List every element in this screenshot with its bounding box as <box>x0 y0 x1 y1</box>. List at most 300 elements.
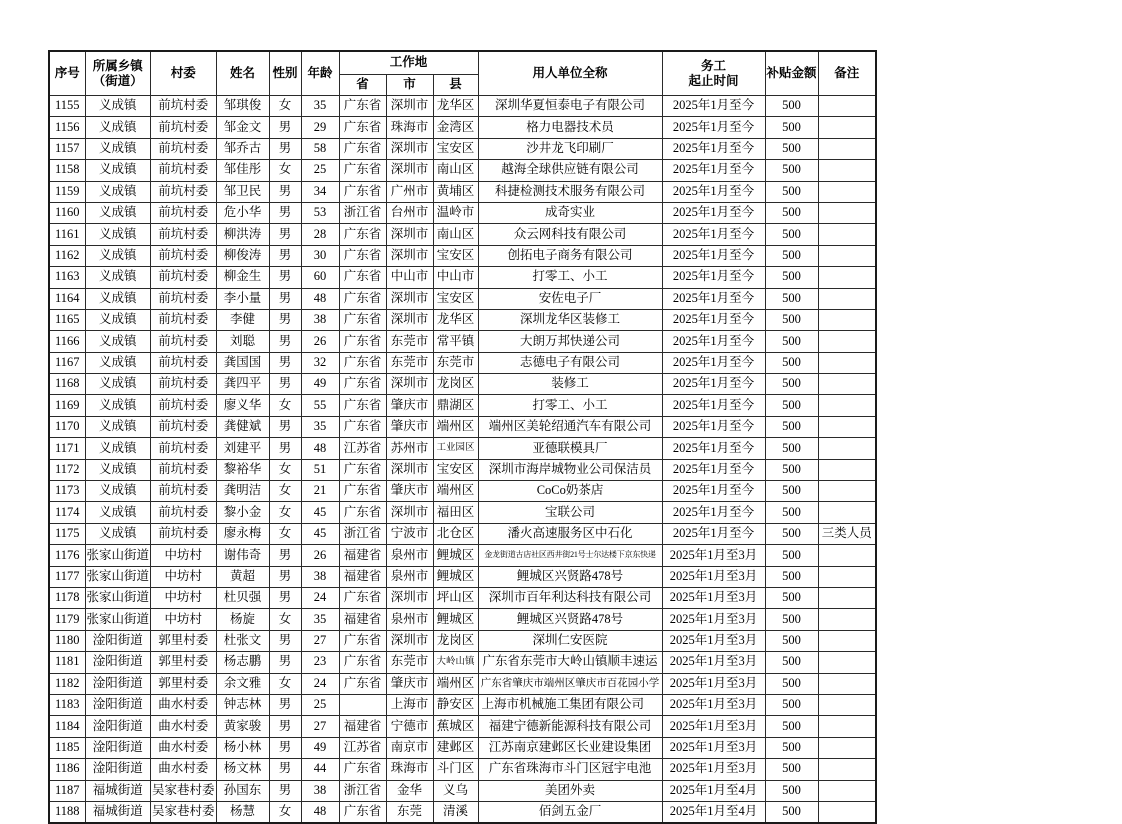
cell-village: 前坑村委 <box>151 502 217 523</box>
cell-amount: 500 <box>765 737 818 758</box>
cell-county: 坪山区 <box>433 587 478 608</box>
cell-county: 福田区 <box>433 502 478 523</box>
cell-period: 2025年1月至今 <box>662 352 765 373</box>
cell-city: 东莞 <box>386 801 433 823</box>
cell-city: 珠海市 <box>386 117 433 138</box>
cell-amount: 500 <box>765 245 818 266</box>
cell-employer: 打零工、小工 <box>478 267 662 288</box>
cell-gender: 男 <box>269 759 301 780</box>
cell-name: 李健 <box>216 309 269 330</box>
cell-employer: 科捷检测技术服务有限公司 <box>478 181 662 202</box>
cell-period: 2025年1月至今 <box>662 459 765 480</box>
cell-city: 深圳市 <box>386 138 433 159</box>
cell-amount: 500 <box>765 160 818 181</box>
table-row <box>49 587 876 608</box>
cell-village: 前坑村委 <box>151 267 217 288</box>
cell-village: 郭里村委 <box>151 652 217 673</box>
cell-amount: 500 <box>765 202 818 223</box>
cell-seq: 1159 <box>49 181 85 202</box>
cell-seq: 1157 <box>49 138 85 159</box>
cell-seq: 1172 <box>49 459 85 480</box>
cell-gender: 女 <box>269 673 301 694</box>
cell-county: 北仓区 <box>433 523 478 544</box>
cell-age: 25 <box>301 160 339 181</box>
cell-remark <box>818 587 876 608</box>
cell-age: 58 <box>301 138 339 159</box>
cell-remark <box>818 801 876 823</box>
cell-seq: 1168 <box>49 374 85 395</box>
cell-city: 深圳市 <box>386 160 433 181</box>
table-row <box>49 181 876 202</box>
cell-period: 2025年1月至4月 <box>662 801 765 823</box>
cell-county: 清溪 <box>433 801 478 823</box>
cell-township: 义成镇 <box>85 352 151 373</box>
cell-age: 24 <box>301 673 339 694</box>
cell-county: 斗门区 <box>433 759 478 780</box>
cell-name: 危小华 <box>216 202 269 223</box>
cell-employer: 金龙街道古店社区西井街21号士尔达楼下京东快递 <box>478 545 662 566</box>
cell-period: 2025年1月至今 <box>662 288 765 309</box>
cell-remark <box>818 395 876 416</box>
subsidy-roster-table <box>48 50 877 824</box>
header-seq: 序号 <box>49 51 85 96</box>
cell-gender: 男 <box>269 630 301 651</box>
cell-city: 深圳市 <box>386 224 433 245</box>
cell-village: 前坑村委 <box>151 160 217 181</box>
cell-province: 广东省 <box>339 416 386 437</box>
table-row <box>49 395 876 416</box>
cell-age: 45 <box>301 523 339 544</box>
cell-seq: 1184 <box>49 716 85 737</box>
cell-name: 邹卫民 <box>216 181 269 202</box>
cell-name: 钟志林 <box>216 694 269 715</box>
cell-township: 义成镇 <box>85 96 151 117</box>
cell-remark <box>818 481 876 502</box>
cell-village: 郭里村委 <box>151 673 217 694</box>
cell-remark <box>818 673 876 694</box>
cell-employer: 创拓电子商务有限公司 <box>478 245 662 266</box>
cell-city: 苏州市 <box>386 438 433 459</box>
cell-gender: 女 <box>269 395 301 416</box>
header-employer: 用人单位全称 <box>478 51 662 96</box>
cell-period: 2025年1月至今 <box>662 160 765 181</box>
cell-name: 邹乔古 <box>216 138 269 159</box>
table-row <box>49 694 876 715</box>
cell-name: 刘建平 <box>216 438 269 459</box>
cell-village: 前坑村委 <box>151 416 217 437</box>
header-workplace: 工作地 <box>339 51 478 75</box>
cell-province: 福建省 <box>339 609 386 630</box>
cell-county: 鲤城区 <box>433 609 478 630</box>
cell-city: 深圳市 <box>386 630 433 651</box>
cell-city: 东莞市 <box>386 652 433 673</box>
header-township-line2: （街道） <box>92 73 143 88</box>
table-row <box>49 716 876 737</box>
cell-employer: 鲤城区兴贤路478号 <box>478 566 662 587</box>
cell-period: 2025年1月至今 <box>662 96 765 117</box>
cell-county: 东莞市 <box>433 352 478 373</box>
cell-township: 义成镇 <box>85 374 151 395</box>
cell-age: 21 <box>301 481 339 502</box>
cell-amount: 500 <box>765 780 818 801</box>
cell-gender: 男 <box>269 331 301 352</box>
cell-amount: 500 <box>765 630 818 651</box>
cell-township: 义成镇 <box>85 416 151 437</box>
cell-remark <box>818 138 876 159</box>
cell-village: 前坑村委 <box>151 96 217 117</box>
cell-village: 前坑村委 <box>151 138 217 159</box>
cell-name: 龚健斌 <box>216 416 269 437</box>
cell-period: 2025年1月至今 <box>662 181 765 202</box>
header-period-line2: 起止时间 <box>688 73 739 88</box>
cell-employer: 深圳华夏恒泰电子有限公司 <box>478 96 662 117</box>
cell-employer: 美团外卖 <box>478 780 662 801</box>
cell-period: 2025年1月至今 <box>662 309 765 330</box>
cell-gender: 男 <box>269 374 301 395</box>
cell-township: 张家山街道 <box>85 587 151 608</box>
cell-seq: 1166 <box>49 331 85 352</box>
cell-amount: 500 <box>765 523 818 544</box>
cell-employer: 亚德联模具厂 <box>478 438 662 459</box>
cell-name: 柳金生 <box>216 267 269 288</box>
cell-village: 前坑村委 <box>151 309 217 330</box>
cell-amount: 500 <box>765 267 818 288</box>
cell-age: 38 <box>301 780 339 801</box>
cell-city: 深圳市 <box>386 288 433 309</box>
cell-period: 2025年1月至3月 <box>662 652 765 673</box>
cell-amount: 500 <box>765 566 818 587</box>
cell-province: 广东省 <box>339 352 386 373</box>
cell-age: 49 <box>301 374 339 395</box>
cell-city: 宁波市 <box>386 523 433 544</box>
cell-county: 南山区 <box>433 160 478 181</box>
cell-gender: 男 <box>269 288 301 309</box>
cell-village: 中坊村 <box>151 545 217 566</box>
table-row <box>49 652 876 673</box>
cell-remark <box>818 780 876 801</box>
cell-township: 福城街道 <box>85 780 151 801</box>
cell-village: 曲水村委 <box>151 759 217 780</box>
cell-gender: 男 <box>269 138 301 159</box>
header-period <box>662 51 765 96</box>
cell-remark <box>818 737 876 758</box>
cell-province: 广东省 <box>339 309 386 330</box>
header-age: 年龄 <box>301 51 339 96</box>
cell-city: 东莞市 <box>386 331 433 352</box>
cell-village: 郭里村委 <box>151 630 217 651</box>
cell-township: 淦阳街道 <box>85 652 151 673</box>
cell-period: 2025年1月至3月 <box>662 609 765 630</box>
cell-amount: 500 <box>765 652 818 673</box>
cell-county: 南山区 <box>433 224 478 245</box>
cell-seq: 1171 <box>49 438 85 459</box>
cell-province: 广东省 <box>339 181 386 202</box>
table-row <box>49 737 876 758</box>
cell-remark <box>818 438 876 459</box>
table-row <box>49 566 876 587</box>
cell-period: 2025年1月至今 <box>662 267 765 288</box>
cell-province: 广东省 <box>339 224 386 245</box>
cell-village: 中坊村 <box>151 587 217 608</box>
cell-village: 前坑村委 <box>151 438 217 459</box>
cell-name: 杨文林 <box>216 759 269 780</box>
cell-province: 广东省 <box>339 630 386 651</box>
cell-city: 台州市 <box>386 202 433 223</box>
cell-province: 广东省 <box>339 267 386 288</box>
cell-township: 义成镇 <box>85 202 151 223</box>
cell-city: 肇庆市 <box>386 416 433 437</box>
cell-age: 28 <box>301 224 339 245</box>
cell-seq: 1177 <box>49 566 85 587</box>
cell-remark <box>818 545 876 566</box>
cell-employer: 大朗万邦快递公司 <box>478 331 662 352</box>
cell-remark <box>818 374 876 395</box>
cell-amount: 500 <box>765 609 818 630</box>
cell-remark <box>818 716 876 737</box>
cell-employer: 众云网科技有限公司 <box>478 224 662 245</box>
cell-employer: 福建宁德新能源科技有限公司 <box>478 716 662 737</box>
cell-name: 邹金文 <box>216 117 269 138</box>
cell-city: 深圳市 <box>386 459 433 480</box>
cell-employer: 沙井龙飞印刷厂 <box>478 138 662 159</box>
cell-amount: 500 <box>765 545 818 566</box>
cell-seq: 1156 <box>49 117 85 138</box>
cell-employer: 潘火高速服务区中石化 <box>478 523 662 544</box>
cell-remark <box>818 630 876 651</box>
cell-employer: 深圳龙华区装修工 <box>478 309 662 330</box>
cell-city: 肇庆市 <box>386 481 433 502</box>
cell-county: 黄埔区 <box>433 181 478 202</box>
table-row <box>49 801 876 823</box>
cell-village: 前坑村委 <box>151 374 217 395</box>
cell-county: 静安区 <box>433 694 478 715</box>
header-province: 省 <box>339 75 386 96</box>
cell-name: 杜张文 <box>216 630 269 651</box>
cell-gender: 女 <box>269 502 301 523</box>
cell-amount: 500 <box>765 117 818 138</box>
cell-name: 孙国东 <box>216 780 269 801</box>
cell-amount: 500 <box>765 416 818 437</box>
cell-age: 26 <box>301 545 339 566</box>
cell-province: 广东省 <box>339 502 386 523</box>
cell-seq: 1185 <box>49 737 85 758</box>
cell-township: 义成镇 <box>85 160 151 181</box>
cell-township: 义成镇 <box>85 481 151 502</box>
cell-employer: 深圳市百年利达科技有限公司 <box>478 587 662 608</box>
cell-province: 广东省 <box>339 673 386 694</box>
cell-township: 义成镇 <box>85 459 151 480</box>
cell-gender: 女 <box>269 96 301 117</box>
cell-village: 前坑村委 <box>151 395 217 416</box>
cell-province: 浙江省 <box>339 202 386 223</box>
cell-amount: 500 <box>765 374 818 395</box>
cell-province: 广东省 <box>339 759 386 780</box>
cell-township: 张家山街道 <box>85 545 151 566</box>
cell-city: 金华 <box>386 780 433 801</box>
cell-name: 谢伟奇 <box>216 545 269 566</box>
cell-gender: 男 <box>269 224 301 245</box>
cell-village: 前坑村委 <box>151 181 217 202</box>
cell-remark <box>818 694 876 715</box>
cell-city: 深圳市 <box>386 374 433 395</box>
cell-seq: 1155 <box>49 96 85 117</box>
cell-period: 2025年1月至今 <box>662 395 765 416</box>
cell-county: 端州区 <box>433 673 478 694</box>
cell-remark <box>818 267 876 288</box>
cell-name: 龚国国 <box>216 352 269 373</box>
cell-remark <box>818 352 876 373</box>
cell-province: 福建省 <box>339 716 386 737</box>
cell-city: 珠海市 <box>386 759 433 780</box>
cell-period: 2025年1月至今 <box>662 523 765 544</box>
cell-province: 广东省 <box>339 96 386 117</box>
cell-age: 26 <box>301 331 339 352</box>
cell-county: 龙岗区 <box>433 630 478 651</box>
cell-village: 曲水村委 <box>151 737 217 758</box>
cell-period: 2025年1月至3月 <box>662 694 765 715</box>
cell-province: 广东省 <box>339 652 386 673</box>
cell-township: 义成镇 <box>85 267 151 288</box>
table-row <box>49 545 876 566</box>
cell-remark <box>818 566 876 587</box>
cell-township: 义成镇 <box>85 245 151 266</box>
cell-county: 鼎湖区 <box>433 395 478 416</box>
cell-gender: 男 <box>269 737 301 758</box>
cell-village: 前坑村委 <box>151 352 217 373</box>
cell-county: 义乌 <box>433 780 478 801</box>
cell-employer: 志德电子有限公司 <box>478 352 662 373</box>
cell-name: 龚明洁 <box>216 481 269 502</box>
header-amount: 补贴金额 <box>765 51 818 96</box>
cell-remark <box>818 609 876 630</box>
cell-county: 蕉城区 <box>433 716 478 737</box>
table-row <box>49 202 876 223</box>
cell-seq: 1176 <box>49 545 85 566</box>
cell-province: 广东省 <box>339 138 386 159</box>
cell-county: 宝安区 <box>433 245 478 266</box>
cell-province: 广东省 <box>339 587 386 608</box>
cell-seq: 1170 <box>49 416 85 437</box>
cell-township: 淦阳街道 <box>85 630 151 651</box>
cell-gender: 女 <box>269 609 301 630</box>
cell-name: 黄超 <box>216 566 269 587</box>
cell-village: 前坑村委 <box>151 481 217 502</box>
cell-village: 前坑村委 <box>151 288 217 309</box>
cell-employer: 深圳市海岸城物业公司保洁员 <box>478 459 662 480</box>
table-row <box>49 96 876 117</box>
cell-gender: 男 <box>269 352 301 373</box>
cell-county: 鲤城区 <box>433 545 478 566</box>
cell-village: 前坑村委 <box>151 245 217 266</box>
cell-age: 53 <box>301 202 339 223</box>
table-row <box>49 160 876 181</box>
cell-county: 龙华区 <box>433 96 478 117</box>
cell-province: 浙江省 <box>339 780 386 801</box>
cell-county: 金湾区 <box>433 117 478 138</box>
header-township-line1: 所属乡镇 <box>92 59 143 74</box>
cell-province: 广东省 <box>339 481 386 502</box>
cell-period: 2025年1月至今 <box>662 502 765 523</box>
cell-township: 淦阳街道 <box>85 759 151 780</box>
cell-name: 邹琪俊 <box>216 96 269 117</box>
cell-village: 中坊村 <box>151 566 217 587</box>
cell-gender: 男 <box>269 309 301 330</box>
cell-gender: 女 <box>269 523 301 544</box>
cell-city: 肇庆市 <box>386 673 433 694</box>
cell-county: 大岭山镇 <box>433 652 478 673</box>
cell-city: 深圳市 <box>386 245 433 266</box>
cell-amount: 500 <box>765 138 818 159</box>
cell-city: 广州市 <box>386 181 433 202</box>
cell-township: 义成镇 <box>85 181 151 202</box>
cell-name: 柳俊涛 <box>216 245 269 266</box>
cell-remark <box>818 502 876 523</box>
cell-age: 23 <box>301 652 339 673</box>
cell-seq: 1158 <box>49 160 85 181</box>
cell-village: 吴家巷村委 <box>151 801 217 823</box>
cell-amount: 500 <box>765 801 818 823</box>
cell-name: 廖永梅 <box>216 523 269 544</box>
cell-period: 2025年1月至今 <box>662 331 765 352</box>
cell-employer: 越海全球供应链有限公司 <box>478 160 662 181</box>
cell-city: 泉州市 <box>386 545 433 566</box>
cell-seq: 1169 <box>49 395 85 416</box>
cell-employer: 装修工 <box>478 374 662 395</box>
cell-age: 38 <box>301 566 339 587</box>
cell-province: 广东省 <box>339 288 386 309</box>
cell-name: 杨慧 <box>216 801 269 823</box>
cell-age: 55 <box>301 395 339 416</box>
cell-age: 35 <box>301 96 339 117</box>
cell-township: 淦阳街道 <box>85 694 151 715</box>
cell-county: 鲤城区 <box>433 566 478 587</box>
cell-gender: 女 <box>269 160 301 181</box>
cell-age: 25 <box>301 694 339 715</box>
cell-city: 上海市 <box>386 694 433 715</box>
cell-township: 义成镇 <box>85 523 151 544</box>
cell-period: 2025年1月至3月 <box>662 566 765 587</box>
cell-village: 曲水村委 <box>151 716 217 737</box>
cell-amount: 500 <box>765 694 818 715</box>
cell-amount: 500 <box>765 759 818 780</box>
cell-gender: 男 <box>269 202 301 223</box>
cell-seq: 1182 <box>49 673 85 694</box>
table-row <box>49 438 876 459</box>
cell-amount: 500 <box>765 673 818 694</box>
cell-township: 义成镇 <box>85 438 151 459</box>
cell-name: 黄家骏 <box>216 716 269 737</box>
cell-village: 前坑村委 <box>151 331 217 352</box>
cell-period: 2025年1月至4月 <box>662 780 765 801</box>
header-gender: 性别 <box>269 51 301 96</box>
cell-remark <box>818 224 876 245</box>
cell-employer: 端州区美轮绍通汽车有限公司 <box>478 416 662 437</box>
cell-period: 2025年1月至3月 <box>662 716 765 737</box>
cell-remark <box>818 331 876 352</box>
table-row <box>49 523 876 544</box>
cell-county: 工业园区 <box>433 438 478 459</box>
cell-age: 48 <box>301 288 339 309</box>
cell-province: 广东省 <box>339 395 386 416</box>
cell-gender: 男 <box>269 267 301 288</box>
cell-county: 常平镇 <box>433 331 478 352</box>
cell-seq: 1188 <box>49 801 85 823</box>
table-row <box>49 609 876 630</box>
cell-age: 35 <box>301 609 339 630</box>
cell-remark <box>818 288 876 309</box>
cell-gender: 女 <box>269 459 301 480</box>
cell-remark <box>818 759 876 780</box>
